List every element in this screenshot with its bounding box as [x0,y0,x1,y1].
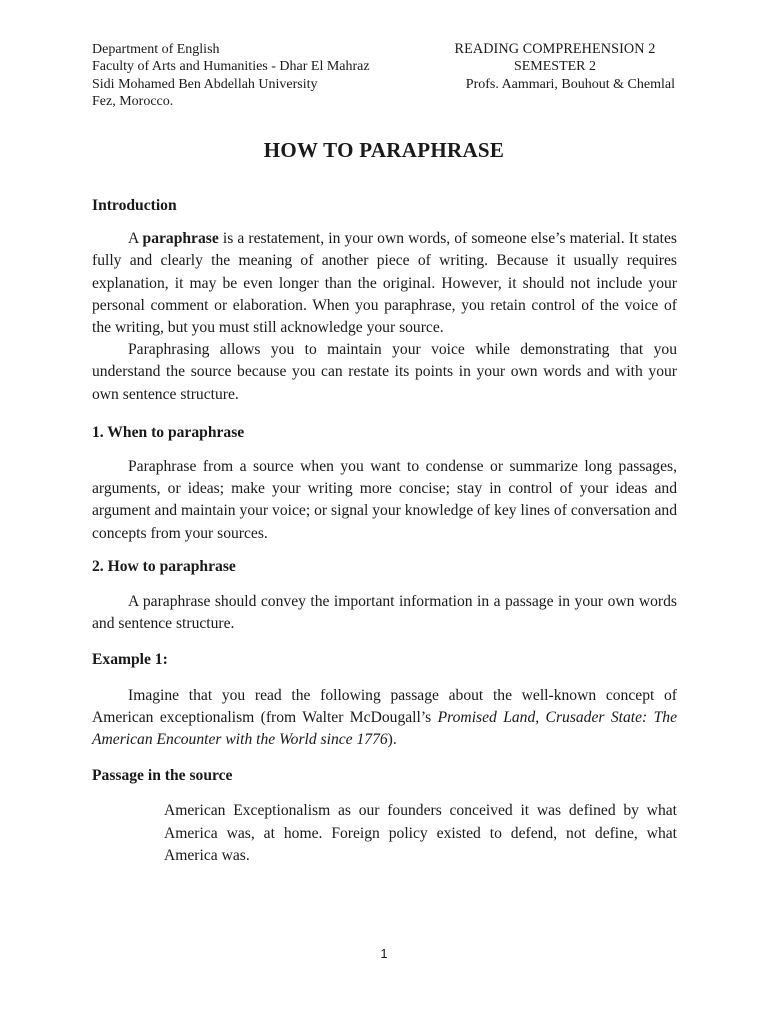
document-body [92,195,677,867]
example-1-paragraph [92,685,677,752]
intro-p1-start: A [128,230,143,248]
header-institution [92,41,370,110]
page-number: 1 [380,946,388,961]
header-course-info [435,41,675,93]
source-passage-quote: American Exceptionalism as our founders conceived it was defined by what America was, at home. Foreign policy existed to defend, not define, what America was. [164,802,677,864]
header-university: Sidi Mohamed Ben Abdellah University [92,76,318,92]
book-title: Promised Land, Crusader State: The American Encounter with the World since 1776 [92,708,677,749]
intro-p1-rest: is a restatement, in your own words, of someone else’s material. It states fully and clearly the meaning of another piece of writing. Because it usually requires explanation, it may be even longer than the original. However, it should not include your personal comment or elaboration. When you paraphrase, you retain control of the voice of the writing, but you must still acknowledge your source. [92,230,677,337]
passage-heading: Passage in the source [92,767,233,785]
paraphrase-term: paraphrase [142,230,219,248]
section-1-paragraph: Paraphrase from a source when you want to condense or summarize long passages, arguments, or ideas; make your writing more concise; stay in control of your ideas and argument and maintain your voice; or signal your knowledge of key lines of conversation and concepts from your sources. [92,458,677,542]
header-faculty: Faculty of Arts and Humanities - Dhar El Mahraz [92,59,370,75]
introduction-heading: Introduction [92,197,177,214]
section-2-heading: 2. How to paraphrase [92,557,236,575]
page-title: HOW TO PARAPHRASE [263,138,505,162]
header-profs: Profs. Aammari, Bouhout & Chemlal [465,76,675,92]
header-city: Fez, Morocco. [92,93,174,109]
example-1-heading: Example 1: [92,651,168,669]
header-semester: SEMESTER 2 [513,59,597,75]
introduction-paragraph-2: Paraphrasing allows you to maintain your voice while demonstrating that you understand the source because you can restate its points in your own words and with your own sentence structure. [92,341,677,403]
section-1-heading: 1. When to paraphrase [92,423,245,441]
header-department: Department of English [92,42,220,57]
section-2-paragraph: A paraphrase should convey the important information in a passage in your own words and sentence structure. [92,593,677,633]
header-course: READING COMPREHENSION 2 [454,41,656,57]
example-1-text-start: Imagine that you read the following passage about the well-known concept of American exceptionalism (from Walter McDougall’s [92,686,677,726]
example-1-text-end: ). [387,731,397,749]
introduction-paragraph-1 [92,228,677,339]
